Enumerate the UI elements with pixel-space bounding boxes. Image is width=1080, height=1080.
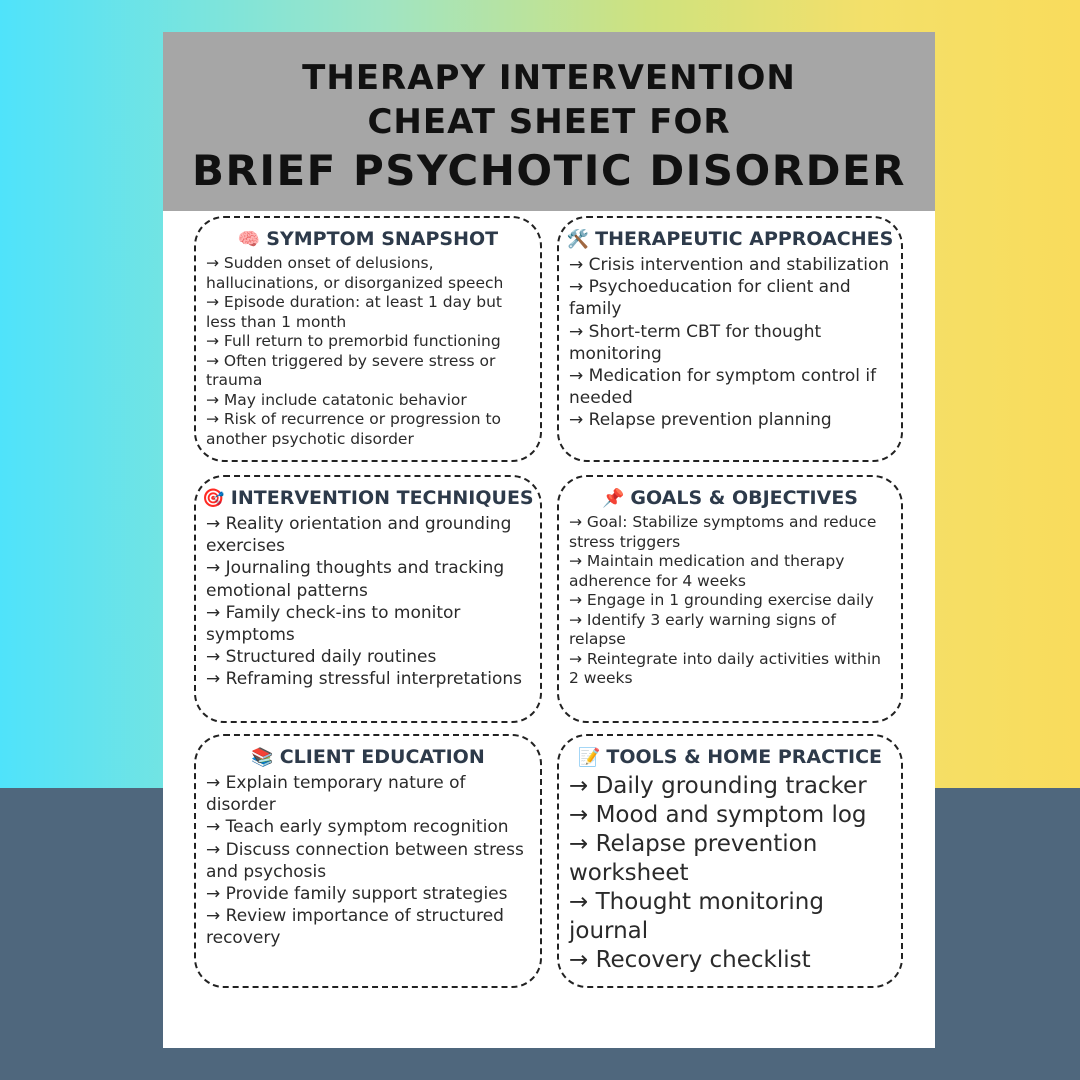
therapeutic-approaches-card bbox=[557, 216, 903, 462]
tools-home-practice-card bbox=[557, 734, 903, 988]
card-title: 🎯 INTERVENTION TECHNIQUES bbox=[202, 487, 534, 509]
goals-objectives-card bbox=[557, 475, 903, 723]
list-item: → Daily grounding tracker bbox=[569, 773, 867, 799]
pushpin-icon: 📌 bbox=[602, 488, 625, 509]
books-icon: 📚 bbox=[251, 747, 274, 768]
cheat-sheet-page bbox=[163, 32, 935, 1048]
title-line-3: BRIEF PSYCHOTIC DISORDER bbox=[191, 146, 906, 195]
client-education-card bbox=[194, 734, 542, 988]
memo-icon: 📝 bbox=[578, 747, 601, 768]
list-item: → Risk of recurrence or progression to another psychotic disorder bbox=[206, 410, 502, 448]
card-list bbox=[196, 772, 540, 950]
list-item: → Episode duration: at least 1 day but less than 1 month bbox=[206, 293, 502, 331]
card-list bbox=[196, 254, 540, 449]
list-item: → Reintegrate into daily activities within 2 weeks bbox=[569, 649, 882, 687]
card-title: 📚 CLIENT EDUCATION bbox=[251, 746, 485, 768]
list-item: → Provide family support strategies bbox=[206, 884, 508, 905]
list-item: → Journaling thoughts and tracking emotional patterns bbox=[206, 558, 505, 601]
list-item: → Relapse prevention worksheet bbox=[569, 831, 818, 886]
tools-icon: 🛠️ bbox=[566, 229, 590, 250]
list-item: → Teach early symptom recognition bbox=[206, 817, 509, 838]
title-line-1: THERAPY INTERVENTION bbox=[302, 58, 796, 98]
list-item: → Mood and symptom log bbox=[569, 802, 867, 828]
list-item: → Medication for symptom control if needed bbox=[569, 366, 877, 409]
list-item: → Crisis intervention and stabilization bbox=[569, 255, 890, 275]
card-list bbox=[559, 254, 901, 432]
list-item: → Maintain medication and therapy adherence for 4 weeks bbox=[569, 552, 845, 590]
card-list bbox=[559, 513, 901, 689]
list-item: → Explain temporary nature of disorder bbox=[206, 773, 466, 816]
list-item: → Sudden onset of delusions, hallucinations, or disorganized speech bbox=[206, 254, 504, 292]
list-item: → Family check-ins to monitor symptoms bbox=[206, 602, 461, 646]
list-item: → Discuss connection between stress and psychosis bbox=[206, 839, 524, 882]
list-item: → Review importance of structured recovery bbox=[206, 906, 504, 949]
title-banner bbox=[163, 32, 935, 211]
list-item: → Often triggered by severe stress or trauma bbox=[206, 351, 496, 389]
card-title: 📌 GOALS & OBJECTIVES bbox=[602, 487, 858, 509]
brain-icon: 🧠 bbox=[237, 229, 261, 250]
symptom-snapshot-card bbox=[194, 216, 542, 462]
list-item: → Short-term CBT for thought monitoring bbox=[569, 321, 822, 364]
target-icon: 🎯 bbox=[202, 488, 225, 509]
list-item: → Structured daily routines bbox=[206, 647, 437, 668]
card-list bbox=[559, 772, 901, 975]
list-item: → Recovery checklist bbox=[569, 947, 811, 973]
list-item: → Engage in 1 grounding exercise daily bbox=[569, 591, 874, 609]
intervention-techniques-card bbox=[194, 475, 542, 723]
list-item: → May include catatonic behavior bbox=[206, 390, 467, 409]
list-item: → Reality orientation and grounding exercises bbox=[206, 514, 512, 557]
list-item: → Reframing stressful interpretations bbox=[206, 669, 522, 690]
list-item: → Identify 3 early warning signs of relapse bbox=[569, 610, 836, 648]
card-title: 🛠️ THERAPEUTIC APPROACHES bbox=[566, 228, 894, 250]
card-title: 📝 TOOLS & HOME PRACTICE bbox=[578, 746, 882, 768]
list-item: → Goal: Stabilize symptoms and reduce stress triggers bbox=[569, 513, 877, 551]
card-list bbox=[196, 513, 540, 691]
list-item: → Thought monitoring journal bbox=[569, 889, 824, 944]
list-item: → Full return to premorbid functioning bbox=[206, 332, 501, 350]
card-title: 🧠 SYMPTOM SNAPSHOT bbox=[237, 228, 499, 250]
list-item: → Psychoeducation for client and family bbox=[569, 277, 851, 320]
title-line-2: CHEAT SHEET FOR bbox=[367, 102, 731, 142]
list-item: → Relapse prevention planning bbox=[569, 410, 832, 431]
